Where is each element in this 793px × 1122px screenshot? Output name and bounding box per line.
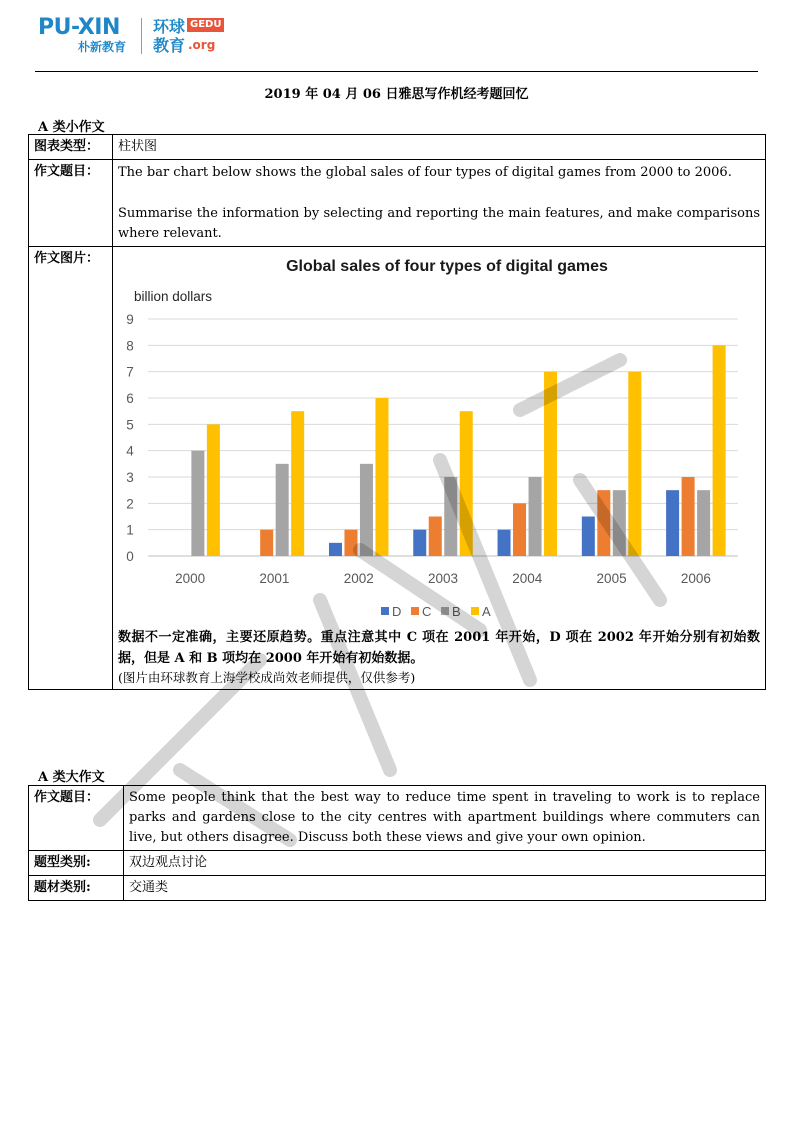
bar-c-2006 xyxy=(682,477,695,556)
bar-c-2003 xyxy=(429,517,442,557)
data-accuracy-note: 数据不一定准确，主要还原趋势。重点注意其中 C 项在 2001 年开始，D 项在 2002 年开始分别有初始数据，但是 A 和 B 项均在 2000 年开始有初始数据。 xyxy=(118,630,760,666)
task2-table xyxy=(28,785,766,901)
y-tick-label: 9 xyxy=(126,312,134,327)
chart-type-value: 柱状图 xyxy=(113,135,766,160)
x-tick-label: 2005 xyxy=(596,571,627,586)
task2-prompt-label: 作文题目： xyxy=(29,786,124,851)
legend-label-a: A xyxy=(482,604,491,619)
bar-d-2004 xyxy=(498,530,511,556)
image-credit-note: (图片由环球教育上海学校成尚效老师提供，仅供参考) xyxy=(118,670,416,685)
bar-a-2004 xyxy=(544,372,557,556)
x-tick-label: 2003 xyxy=(427,571,459,586)
y-tick-label: 7 xyxy=(126,364,134,380)
bar-b-2006 xyxy=(697,490,710,556)
bar-d-2005 xyxy=(582,517,595,557)
y-tick-label: 0 xyxy=(126,549,134,564)
bar-a-2001 xyxy=(291,411,304,556)
genre-value: 双边观点讨论 xyxy=(124,851,766,876)
chart-title: Global sales of four types of digital games xyxy=(286,258,608,275)
table-row xyxy=(29,851,766,876)
brand-name: PU-XIN xyxy=(38,15,120,40)
partner-badge: GEDU xyxy=(187,18,224,32)
table-row xyxy=(29,135,766,160)
x-tick-label: 2000 xyxy=(175,571,206,586)
table-row xyxy=(29,876,766,901)
document-title: 2019 年 04 月 06 日雅思写作机经考题回忆 xyxy=(264,87,529,102)
partner-name-line1: 环球 xyxy=(153,17,186,36)
bar-c-2001 xyxy=(260,530,273,556)
bar-a-2002 xyxy=(375,398,388,556)
task1-prompt-paragraph-2: Summarise the information by selecting and reporting the main features, and make comparisons where relevant. xyxy=(118,206,760,241)
chart-type-label: 图表类型： xyxy=(29,135,113,160)
header-rule xyxy=(35,71,758,72)
brand-subtitle: 朴新教育 xyxy=(78,40,127,54)
table-row xyxy=(29,160,766,247)
y-tick-label: 2 xyxy=(126,496,134,512)
bar-c-2004 xyxy=(513,503,526,556)
bar-d-2006 xyxy=(666,490,679,556)
y-tick-label: 6 xyxy=(126,391,134,406)
x-tick-label: 2002 xyxy=(343,571,374,586)
task2-section-label: A 类大作文 xyxy=(38,770,105,785)
task1-prompt-paragraph-1: The bar chart below shows the global sales of four types of digital games from 2000 to 2006. xyxy=(118,165,732,180)
x-tick-label: 2006 xyxy=(680,571,711,586)
bar-b-2000 xyxy=(191,451,204,556)
bar-b-2005 xyxy=(613,490,626,556)
topic-label: 题材类别: xyxy=(29,876,124,901)
y-tick-label: 4 xyxy=(126,443,134,459)
bar-c-2005 xyxy=(597,490,610,556)
y-tick-label: 3 xyxy=(126,470,134,485)
y-tick-label: 5 xyxy=(126,417,134,433)
legend-label-c: C xyxy=(422,604,432,619)
logo xyxy=(38,16,238,60)
x-tick-label: 2001 xyxy=(259,571,290,586)
task1-table xyxy=(28,134,766,690)
legend-label-d: D xyxy=(392,604,402,619)
legend-swatch-c xyxy=(411,607,419,615)
bar-a-2005 xyxy=(628,372,641,556)
y-tick-label: 8 xyxy=(126,338,134,354)
bar-a-2000 xyxy=(207,424,220,556)
legend-swatch-a xyxy=(471,607,479,615)
bar-chart xyxy=(118,247,756,627)
logo-divider xyxy=(141,18,142,54)
x-tick-label: 2004 xyxy=(512,571,543,586)
topic-value: 交通类 xyxy=(124,876,766,901)
bar-d-2003 xyxy=(413,530,426,556)
bar-b-2001 xyxy=(276,464,289,556)
task2-prompt-text: Some people think that the best way to reduce time spent in traveling to work is to replace parks and gardens close to the city centres with apartment buildings where commuters can live, but others disagree. Discuss both these views and give your own opinion. xyxy=(124,786,766,851)
legend-label-b: B xyxy=(452,604,461,619)
y-tick-label: 1 xyxy=(126,522,134,538)
bar-b-2004 xyxy=(529,477,542,556)
bar-c-2002 xyxy=(344,530,357,556)
legend-swatch-b xyxy=(441,607,449,615)
bar-b-2002 xyxy=(360,464,373,556)
bar-a-2006 xyxy=(713,345,726,556)
partner-name-line2: 教育 xyxy=(153,36,186,55)
genre-label: 题型类别: xyxy=(29,851,124,876)
table-row xyxy=(29,247,766,690)
bar-a-2003 xyxy=(460,411,473,556)
table-row xyxy=(29,786,766,851)
y-axis-label: billion dollars xyxy=(134,289,213,304)
task1-prompt-label: 作文题目： xyxy=(29,160,113,247)
legend-swatch-d xyxy=(381,607,389,615)
chart-container xyxy=(118,247,756,627)
task1-section-label: A 类小作文 xyxy=(38,120,105,135)
bar-b-2003 xyxy=(444,477,457,556)
bar-d-2002 xyxy=(329,543,342,556)
partner-org: .org xyxy=(188,38,216,52)
task1-image-label: 作文图片： xyxy=(29,247,113,690)
